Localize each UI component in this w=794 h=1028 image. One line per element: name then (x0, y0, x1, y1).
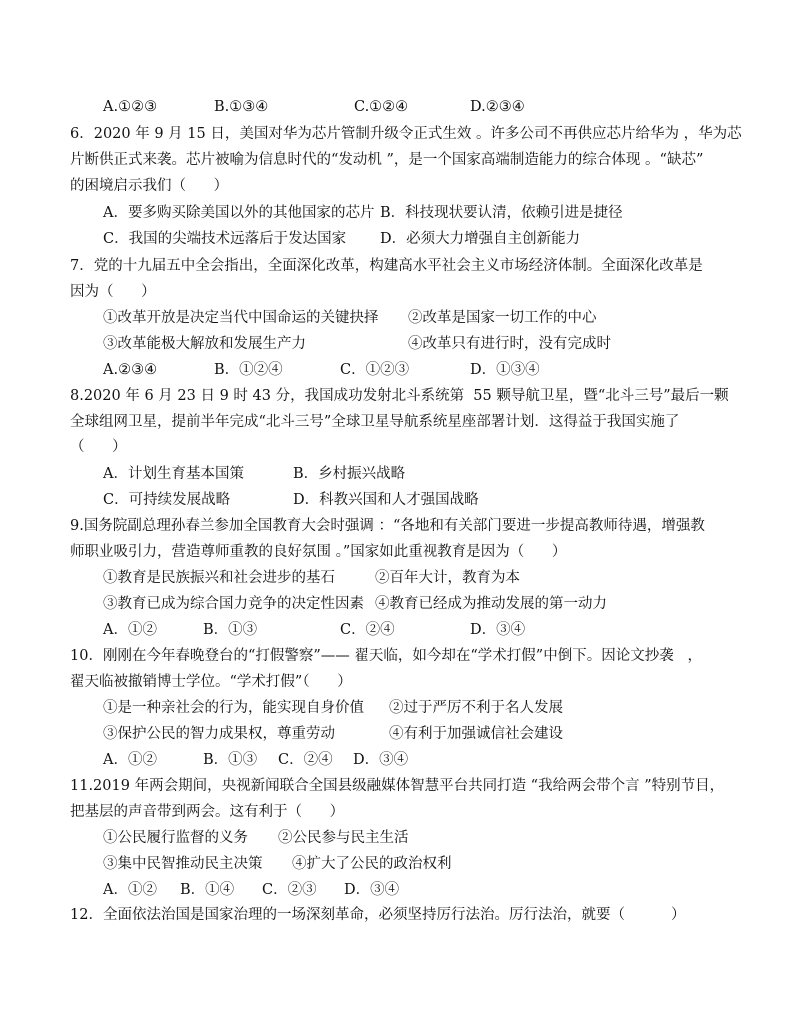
option-a: A．①② (103, 882, 157, 898)
statement-3: ③保护公民的智力成果权，尊重劳动 (103, 726, 335, 742)
statement-1: ①改革开放是决定当代中国命运的关键抉择 (103, 310, 379, 326)
statement-1: ①教育是民族振兴和社会进步的基石 (103, 570, 335, 586)
option-d: D．③④ (470, 622, 526, 638)
question-stem-line: 因为（ ） (70, 284, 156, 300)
option-d: D．必须大力增强自主创新能力 (380, 231, 581, 247)
option-a: A．计划生育基本国策 (103, 466, 244, 482)
statement-1: ①是一种亲社会的行为，能实现自身价值 (103, 700, 364, 716)
option-d: D．①③④ (470, 362, 540, 378)
statement-4: ④有利于加强诚信社会建设 (389, 726, 563, 742)
question-stem-line: （ ） (70, 439, 127, 455)
option-b: B．①③ (203, 622, 258, 638)
option-a: A．①② (103, 622, 157, 638)
option-a: A．要多购买除美国以外的其他国家的芯片 (103, 205, 375, 221)
question-stem-line: 8.2020 年 6 月 23 日 9 时 43 分，我国成功发射北斗系统第 55 颗导航卫星，暨“北斗三号”最后一颗 (70, 388, 729, 404)
statement-3: ③教育已成为综合国力竞争的决定性因素 (103, 596, 364, 612)
option-b: B．①④ (180, 882, 235, 898)
question-stem-line: 10．刚刚在今年春晚登台的“打假警察”—— 翟天临，如今却在“学术打假”中倒下。因论文抄袭 ， (70, 648, 703, 664)
question-stem-line: 12．全面依法治国是国家治理的一场深刻革命，必须坚持厉行法治。厉行法治，就要（ ） (70, 907, 686, 923)
statement-3: ③集中民智推动民主决策 (103, 856, 263, 872)
statement-2: ②过于严厉不利于名人发展 (389, 700, 563, 716)
question-stem-line: 全球组网卫星，提前半年完成“北斗三号”全球卫星导航系统星座部署计划．这得益于我国实施了 (70, 414, 680, 430)
option-c: C．②④ (340, 622, 395, 638)
option-d: D.②③④ (470, 99, 525, 115)
option-c: C．我国的尖端技术远落后于发达国家 (103, 231, 347, 247)
option-a: A．①② (103, 752, 157, 768)
option-c: C．②③ (262, 882, 317, 898)
statement-2: ②百年大计，教育为本 (375, 570, 520, 586)
statement-2: ②改革是国家一切工作的中心 (408, 310, 597, 326)
statement-1: ①公民履行监督的义务 (103, 830, 248, 846)
statement-4: ④扩大了公民的政治权利 (292, 856, 452, 872)
option-b: B．①③ (203, 752, 258, 768)
option-a: A.①②③ (103, 99, 158, 115)
option-d: D．③④ (344, 882, 400, 898)
question-stem-line: 师职业吸引力，营造尊师重教的良好氛围 。”国家如此重视教育是因为（ ） (70, 544, 567, 560)
question-stem-line: 7．党的十九届五中全会指出，全面深化改革，构建高水平社会主义市场经济体制。全面深化改革是 (70, 258, 703, 274)
option-c: C．①②③ (340, 362, 410, 378)
option-b: B．乡村振兴战略 (293, 466, 406, 482)
statement-4: ④改革只有进行时，没有完成时 (408, 336, 611, 352)
question-stem-line: 9.国务院副总理孙春兰参加全国教育大会时强调 ：“各地和有关部门要进一步提高教师待遇，增强教 (70, 518, 705, 534)
question-stem-line: 的困境启示我们（ ） (70, 178, 229, 194)
option-b: B．科技现状要认清，依赖引进是捷径 (380, 205, 623, 221)
question-stem-line: 6．2020 年 9 月 15 日，美国对华为芯片管制升级令正式生效 。许多公司不再供应芯片给华为 ，华为芯 (70, 126, 742, 142)
question-stem-line: 把基层的声音带到两会。这有利于（ ） (70, 804, 345, 820)
option-d: D．③④ (353, 752, 409, 768)
option-c: C.①②④ (354, 99, 409, 115)
option-a: A.②③④ (103, 362, 158, 378)
option-b: B.①③④ (214, 99, 269, 115)
option-c: C．②④ (278, 752, 333, 768)
question-stem-line: 翟天临被撤销博士学位。“学术打假”（ ） (70, 674, 352, 690)
option-c: C．可持续发展战略 (103, 492, 231, 508)
question-stem-line: 11.2019 年两会期间，央视新闻联合全国县级融媒体智慧平台共同打造 “我给两会带个言 ”特别节目， (70, 778, 725, 794)
option-d: D．科教兴国和人才强国战略 (293, 492, 479, 508)
statement-3: ③改革能极大解放和发展生产力 (103, 336, 306, 352)
statement-2: ②公民参与民主生活 (278, 830, 409, 846)
question-stem-line: 片断供正式来袭。芯片被喻为信息时代的“发动机 ”，是一个国家高端制造能力的综合体现 。“缺芯” (70, 152, 704, 168)
option-b: B．①②④ (214, 362, 283, 378)
statement-4: ④教育已经成为推动发展的第一动力 (375, 596, 607, 612)
